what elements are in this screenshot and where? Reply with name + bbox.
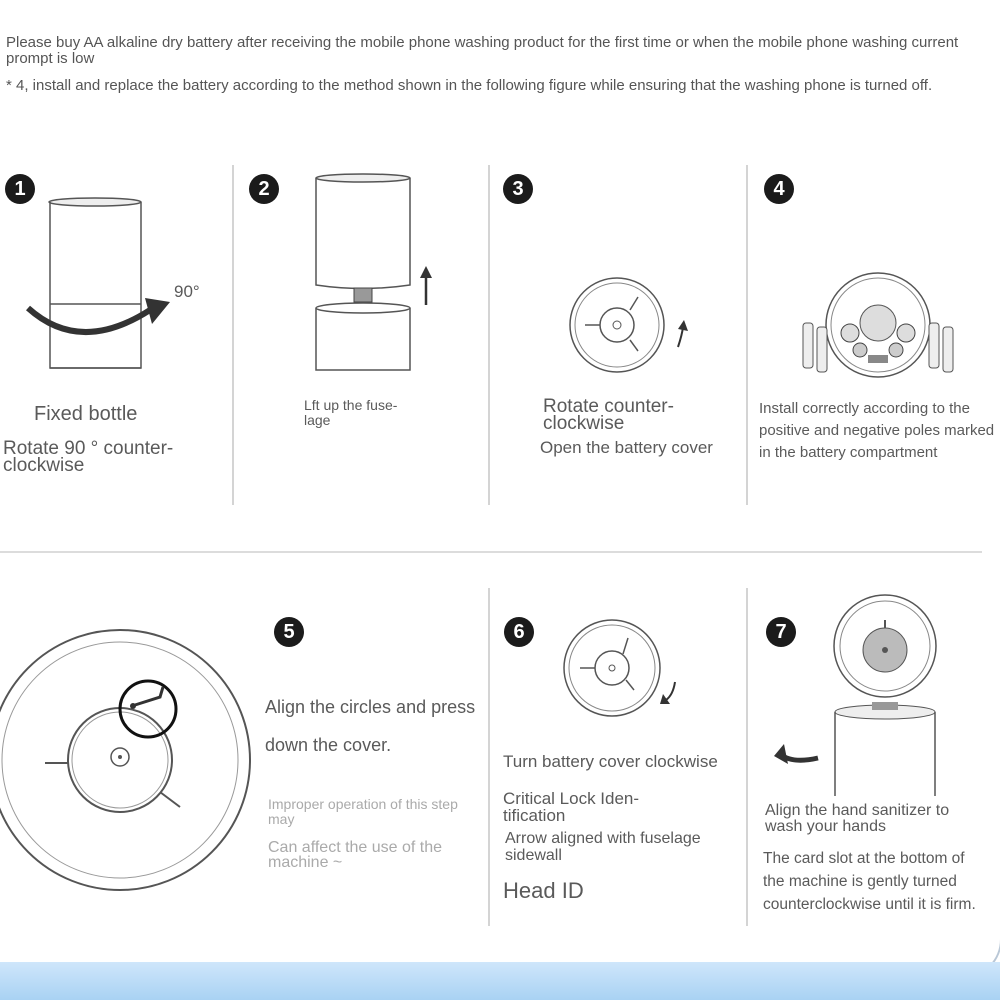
lock-title: Critical Lock Iden-tification — [503, 789, 640, 825]
step-5-badge: 5 — [274, 617, 304, 647]
divider — [488, 165, 490, 505]
step-4-caption: Install correctly according to the positive and negative poles marked in the battery compartment — [759, 400, 995, 461]
step-5-warning-2: Can affect the use of the machine ~ — [268, 839, 443, 871]
step-1-badge: 1 — [5, 174, 35, 204]
reassemble-illustration — [770, 596, 970, 801]
step-3-caption: Open the battery cover — [540, 438, 713, 457]
step-5-warning-1: Improper operation of this step may — [268, 796, 458, 827]
cover-lock-illustration — [560, 620, 690, 720]
divider — [746, 588, 748, 926]
divider — [232, 165, 234, 505]
divider — [488, 588, 490, 926]
lift-fuselage-illustration — [300, 170, 450, 380]
battery-compartment-illustration — [795, 275, 965, 385]
step-2-caption: Lft up the fuse-lage — [304, 397, 398, 428]
step-4-badge: 4 — [764, 174, 794, 204]
cover-align-illustration — [0, 625, 255, 895]
step-2-badge: 2 — [249, 174, 279, 204]
section-divider — [0, 551, 982, 553]
step-6-caption: Turn battery cover clockwise — [503, 752, 718, 771]
divider — [746, 165, 748, 505]
step-3-badge: 3 — [503, 174, 533, 204]
intro-line-2: * 4, install and replace the battery according to the method shown in the following figure while ensuring that the washing phone is turned off. — [6, 77, 933, 94]
head-id-label: Head ID — [503, 878, 584, 903]
step-7-badge: 7 — [766, 617, 796, 647]
bottom-blue-band — [0, 962, 1000, 1000]
step-1-title: Fixed bottle — [34, 403, 138, 425]
lock-note: Arrow aligned with fuselage sidewall — [505, 830, 701, 864]
battery-cover-open-illustration — [560, 275, 700, 385]
step-7-caption: Align the hand sanitizer to wash your hands — [765, 802, 950, 835]
step-3-title: Rotate counter-clockwise — [543, 396, 674, 434]
angle-label: 90° — [174, 282, 200, 301]
step-5-caption: Align the circles and press down the cover. — [265, 697, 476, 755]
intro-line-1: Please buy AA alkaline dry battery after receiving the mobile phone washing product for the first time or when the mobile phone washing current prompt is low — [6, 34, 959, 67]
step-1-caption: Rotate 90 ° counter-clockwise — [3, 438, 174, 476]
step-7-note: The card slot at the bottom of the machine is gently turned counterclockwise until it is firm. — [763, 850, 976, 913]
step-6-badge: 6 — [504, 617, 534, 647]
